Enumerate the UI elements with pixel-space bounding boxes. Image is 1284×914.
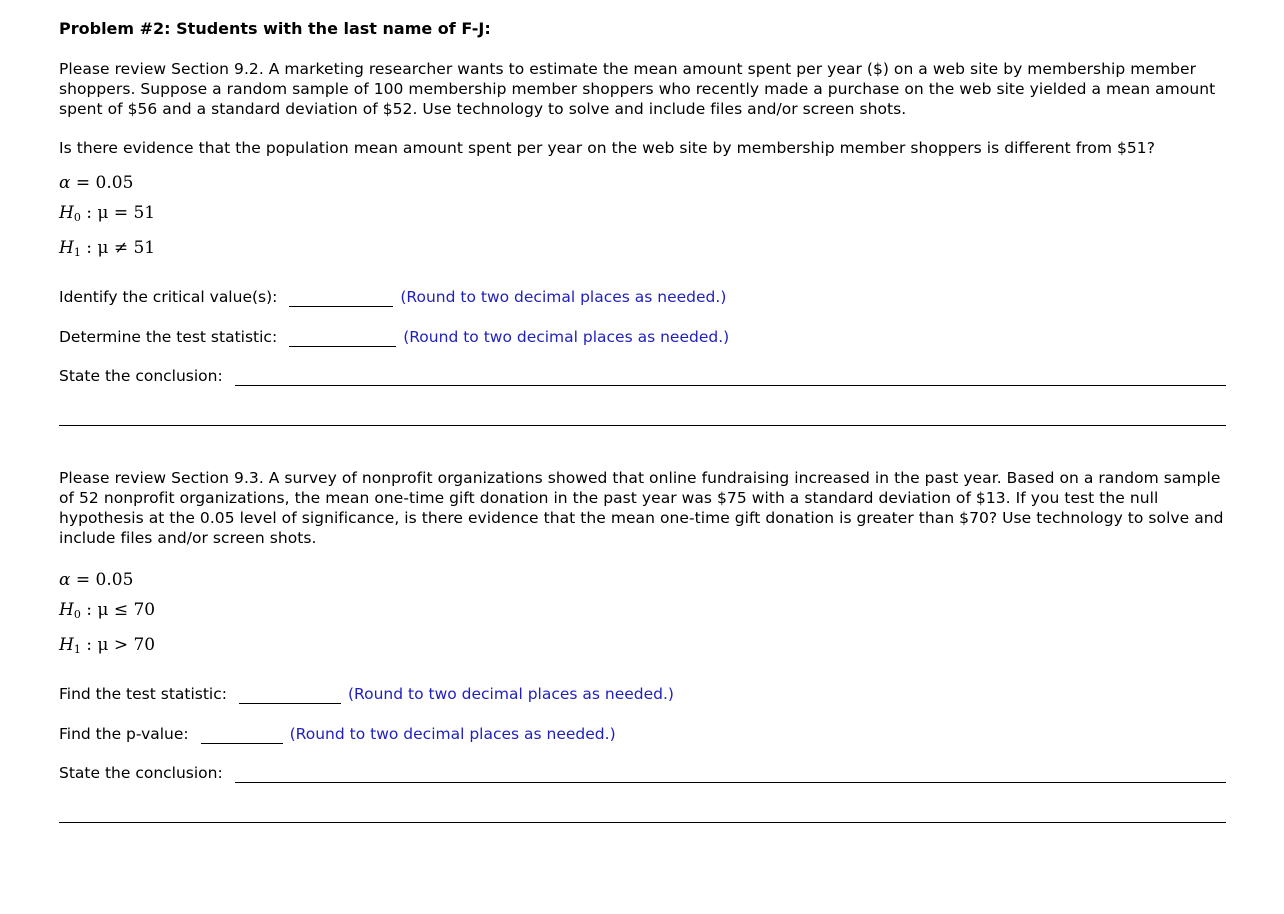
critical-value-hint: (Round to two decimal places as needed.) [400,288,727,306]
problem-title: Problem #2: Students with the last name of F-J: [59,19,491,38]
part1-statistic-row [59,327,1226,347]
test-statistic-label: Find the test statistic: [59,685,227,703]
part1-null-hypothesis [59,198,1226,233]
alpha-value: = 0.05 [75,570,134,590]
h1-subscript: 1 [73,246,81,259]
conclusion-label: State the conclusion: [59,367,223,385]
part1-alt-hypothesis [59,233,1226,268]
critical-value-label: Identify the critical value(s): [59,288,278,306]
part1-alpha [59,168,1226,198]
p-value-hint: (Round to two decimal places as needed.) [289,725,616,743]
conclusion-label: State the conclusion: [59,764,223,782]
part1-critical-row [59,287,1226,307]
h1-expression: : μ > 70 [80,635,156,655]
part2-conclusion-row [59,763,1226,783]
h0-subscript: 0 [73,211,81,224]
alpha-symbol: α [59,173,71,193]
part1-question: Is there evidence that the population mean amount spent per year on the web site by membership member shoppers is different from $51? [59,139,1155,157]
p-value-blank[interactable] [201,727,283,744]
part2-pvalue-row [59,724,1226,744]
h0-symbol: H [59,203,74,223]
test-statistic-hint: (Round to two decimal places as needed.) [347,685,674,703]
critical-value-blank[interactable] [289,290,393,307]
alpha-value: = 0.05 [75,173,134,193]
conclusion-blank[interactable] [235,372,1226,386]
h1-expression: : μ ≠ 51 [80,238,156,258]
part1-conclusion-row [59,366,1226,386]
alpha-symbol: α [59,570,71,590]
h0-symbol: H [59,600,74,620]
part2-alpha [59,565,1226,595]
h1-symbol: H [59,635,74,655]
conclusion-continuation-line[interactable] [59,425,1226,426]
test-statistic-label: Determine the test statistic: [59,328,278,346]
part2-alt-hypothesis [59,630,1226,665]
h0-subscript: 0 [73,608,81,621]
part2-statistic-row [59,684,1226,704]
test-statistic-hint: (Round to two decimal places as needed.) [403,328,730,346]
part2-hypotheses [59,565,1226,665]
conclusion-blank[interactable] [235,769,1226,783]
part2-intro: Please review Section 9.3. A survey of nonprofit organizations showed that online fundraising increased in the past year. Based on a random sample of 52 nonprofit organizations, the mean one-time gift donation in the past year was $75 with a standard deviation of $13. If you test the null hypothesis at the 0.05 level of significance, is there evidence that the mean one-time gift donation is greater than $70? Use technology to solve and include files and/or screen shots. [59,469,1224,547]
h1-subscript: 1 [73,643,81,656]
h0-expression: : μ ≤ 70 [80,600,156,620]
conclusion-continuation-line[interactable] [59,822,1226,823]
part1-intro: Please review Section 9.2. A marketing researcher wants to estimate the mean amount spent per year ($) on a web site by membership member shoppers. Suppose a random sample of 100 membership member shoppers who recently made a purchase on the web site yielded a mean amount spent of $56 and a standard deviation of $52. Use technology to solve and include files and/or screen shots. [59,60,1216,118]
part2-null-hypothesis [59,595,1226,630]
h0-expression: : μ = 51 [80,203,156,223]
part1-hypotheses [59,168,1226,268]
worksheet-page [59,18,1226,823]
test-statistic-blank[interactable] [289,330,396,347]
h1-symbol: H [59,238,74,258]
test-statistic-blank[interactable] [239,687,341,704]
p-value-label: Find the p-value: [59,725,189,743]
